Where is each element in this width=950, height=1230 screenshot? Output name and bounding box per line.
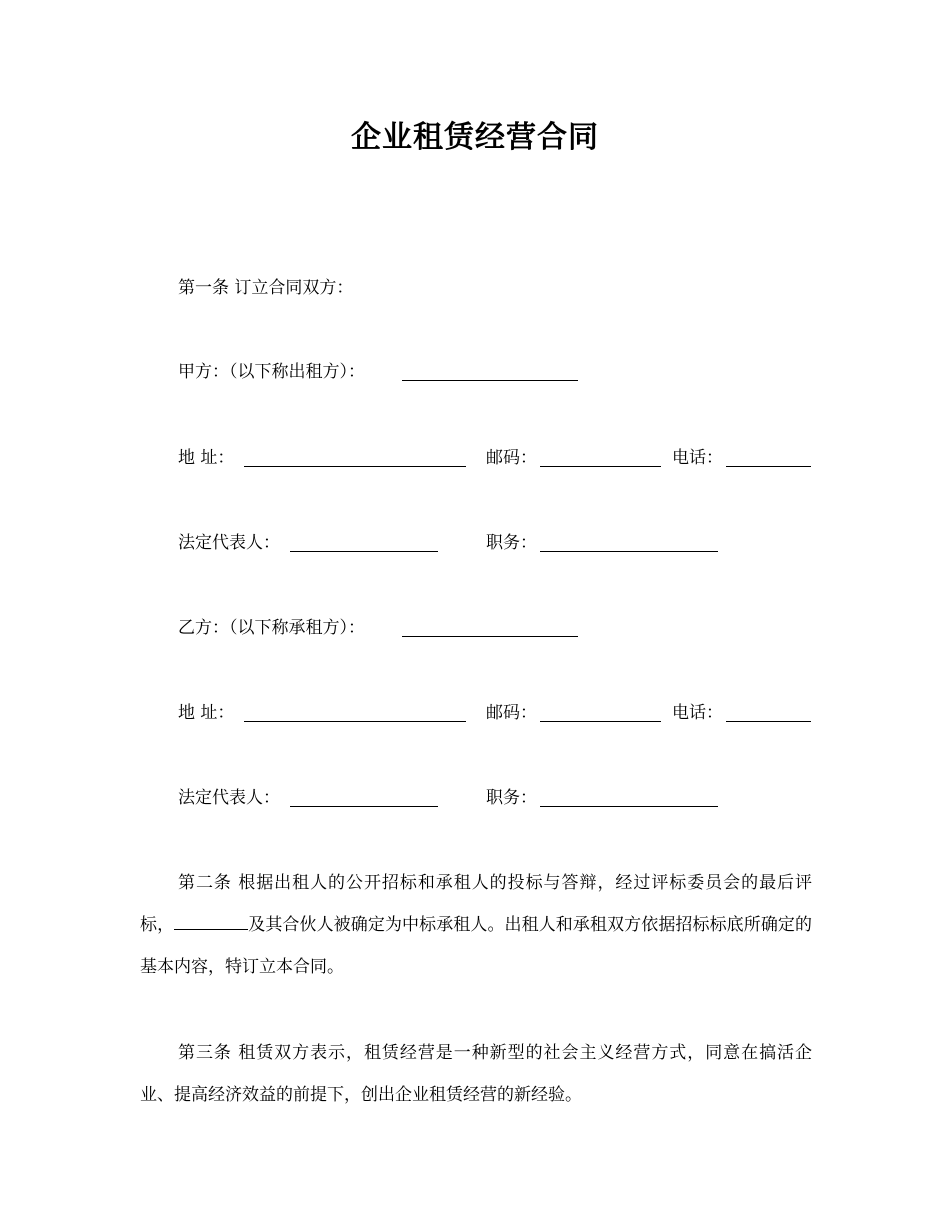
party-a-rep-label: 法定代表人： (178, 533, 280, 553)
article-2-text-end: 及其合伙人被确定为中标承租人。出租人和承租双方依据招标标底所确定的基本内容，特订立本合同。 (140, 915, 812, 977)
party-a-address-blank[interactable] (244, 466, 466, 467)
party-a-address-label: 地 址： (178, 448, 235, 468)
party-b-name-blank[interactable] (402, 636, 578, 637)
page-title: 企业租赁经营合同 (351, 120, 599, 155)
party-a-position-blank[interactable] (540, 551, 718, 552)
party-b-postcode-blank[interactable] (540, 721, 661, 722)
party-a-rep-blank[interactable] (290, 551, 438, 552)
winning-bidder-blank[interactable] (174, 911, 248, 930)
article-3-paragraph: 第三条 租赁双方表示，租赁经营是一种新型的社会主义经营方式，同意在搞活企业、提高经济效益的前提下，创出企业租赁经营的新经验。 (140, 1043, 812, 1105)
party-b-position-label: 职务： (486, 788, 537, 808)
party-b-position-blank[interactable] (540, 806, 718, 807)
article-1-heading: 第一条 订立合同双方： (178, 278, 354, 298)
party-b-address-label: 地 址： (178, 703, 235, 723)
party-b-phone-blank[interactable] (726, 721, 811, 722)
party-a-postcode-blank[interactable] (540, 466, 661, 467)
party-a-phone-blank[interactable] (726, 466, 811, 467)
article-2-paragraph (140, 862, 812, 988)
party-b-label: 乙方：（以下称承租方）： (178, 618, 365, 638)
party-a-position-label: 职务： (486, 533, 537, 553)
party-b-rep-label: 法定代表人： (178, 788, 280, 808)
party-b-rep-blank[interactable] (290, 806, 438, 807)
party-b-phone-label: 电话： (672, 703, 723, 723)
party-a-phone-label: 电话： (672, 448, 723, 468)
party-b-address-blank[interactable] (244, 721, 466, 722)
party-a-postcode-label: 邮码： (486, 448, 537, 468)
party-a-label: 甲方：（以下称出租方）： (178, 362, 365, 382)
party-a-name-blank[interactable] (402, 380, 578, 381)
article-2-text-start: 第二条 根据出租人的公开招标和承租人的投标与答辩，经过评标委员会的最后评标， (140, 873, 812, 935)
party-b-postcode-label: 邮码： (486, 703, 537, 723)
